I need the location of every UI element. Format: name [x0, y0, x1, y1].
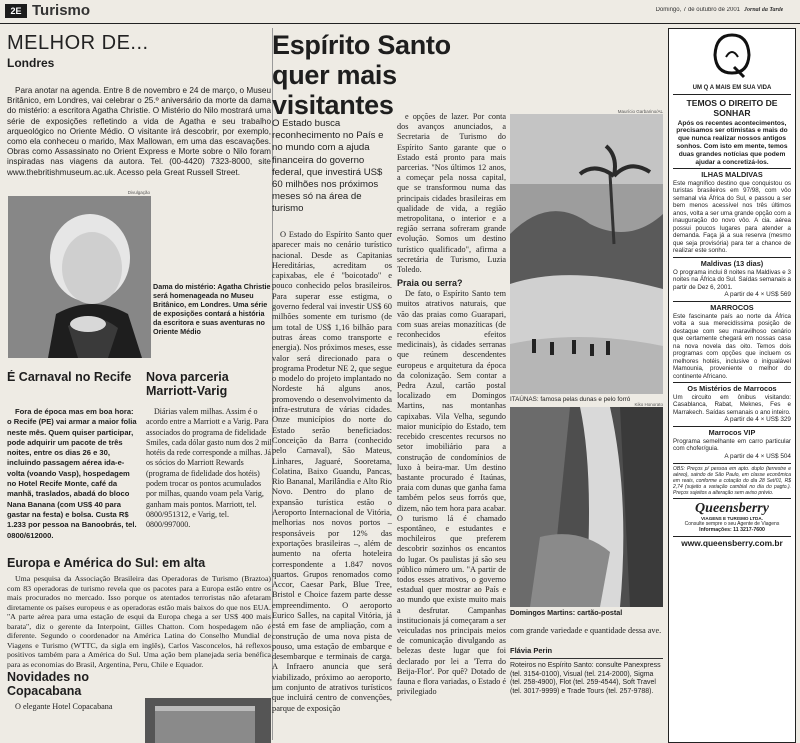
main-headline: Espírito Santo quer mais visitantes [272, 30, 451, 120]
carnaval-body [7, 407, 139, 572]
melhor-de-text: Para anotar na agenda. Entre 8 de novembro e 24 de março, o Museu Britânico, em Londres, vai celebrar o 25.º aniversário da morte da dama do mistério: a escritora Agatha Christie. O Mistério do Nilo mostrará uma série de exposições refletindo a vida de Agatha e seu trabalho arqueológico no Oriente Médio. O visitante irá descobrir, por exemplo, como ela conheceu o marido, Max Mallowan, em uma das escavações. Obras como Assassinato no Orient Express e Morte sobre o Nilo foram inspiradas nas viagens da autora. Tel. (00-4420) 7323-8000, site www.thebritishmuseum.ac.uk. Acesso pela Great Russell Street. [7, 86, 271, 177]
ad-divider [673, 463, 791, 464]
ad-slogan: UM Q A MAIS EM SUA VIDA [673, 84, 791, 95]
ad-divider [673, 301, 791, 302]
main-lede: O Estado busca reconhecimento no País e no mundo com a ajuda financeira do governo federal, que investirá US$ 60 milhões nos próximos meses só na área de turismo [272, 118, 384, 215]
ad-vip-text: Programa semelhante em carro particular com chofer/guia. [673, 437, 791, 453]
ad-intro: Após os recentes acontecimentos, precisamos ser otimistas e mais do que nunca realizar nossos antigos sonhos. Com isto em mente, temos duas grandes notícias que podem ajudar a concretizá-los. [676, 119, 788, 166]
ad-contact: Consulte sempre o seu Agente de Viagens [684, 521, 780, 528]
ad-vip-title: Marrocos VIP [708, 428, 756, 438]
itaunas-photo-caption: ITAÚNAS: famosa pelas dunas e pelo forró [510, 396, 631, 403]
domingos-martins-photo-caption: Domingos Martins: cartão-postal [510, 608, 623, 617]
ad-marrocos-title: MARROCOS [710, 303, 754, 313]
ad-phone: Informações: 11 3217-7600 [699, 527, 765, 534]
ad-divider [673, 168, 791, 169]
roteiros-info: Roteiros no Espírito Santo: consulte Panexpress (tel. 3154-0100), Visual (tel. 214-2000), Sigma (tel. 258-4900), Flot (tel. 259-4544), Soft Travel (tel. 3017-9999) e Trade Tours (tel. 257-9788). [510, 662, 661, 695]
carnaval-headline: É Carnaval no Recife [7, 370, 132, 384]
main-text-col-2: e opções de lazer. Por conta dos avanços anunciados, a Secretaria de Turismo do Espírito Santo garante que o Estado está pronto para mais parcerias. "Nos últimos 12 anos, a começar pela nossa capital, que se transformou numa das principais cidades brasileiras em qualidade de vida, a região metropolitana, o interior e a região serrana sofreram grande evolução. Somos um destino turístico qualificado", afirma a secretária de Turismo, Luzia Toledo. [397, 112, 506, 275]
agatha-photo-credit: Divulgação [127, 190, 150, 195]
queensberry-ad [668, 28, 796, 743]
ad-maldivas-package-text: O programa inclui 8 noites na Maldivas e 3 noites na África do Sul. Saídas semanais a partir de Dez 6, 2001. [673, 268, 791, 291]
ad-misterios-price: A partir de 4 × US$ 329 [724, 416, 791, 424]
ad-divider [673, 382, 791, 383]
ad-maldivas-text: Este magnífico destino que conquistou os turistas brasileiros em 97/98, com vôo semanal via África do Sul, e passou a ser bem menos acessível nos três últimos anos, volta a ser uma grande opção com a inauguração do novo vôo. A cia. aérea possui poucos lugares para atender a demanda. Faça já a sua reserva (mesmo que seja provisória) para ter a chance de realizar este sonho. [673, 179, 791, 255]
main-text-col-1: O Estado do Espírito Santo quer aparecer mais no cenário turístico nacional. Desde as Capitanias Hereditárias, acreditam os capixabas, ele é "boicotado" e pouco conhecido pelos brasileiros. Para superar esse estigma, o governo federal vai investir US$ 60 milhões somente em turismo (de um total de US$ 1,16 bilhão para outras áreas como transporte e energia). Nos próximos meses, esse valor será direcionado para o programa Prodetur NE 2, que segue o modelo do projeto implantado no Nordeste há alguns anos, promovendo o desenvolvimento da infra-estrutura de várias cidades. Onze municípios do norte do Estado serão beneficiados: Conceição da Barra (conhecido pelo Carnaval), São Mateus, Linhares, Jaguaré, Sooretama, Colatina, Baixo Guandu, Pancas, Rio Bananal, Marilândia e Alto Rio Novo. Dentro do plano de expansão turística estão o Aeroporto Internacional de Vitória, melhorias nos novos portos – responsáveis por 12% das exportações brasileiras –, além de aumento na oferta hoteleira correspondente a 1.847 novos quartos. Grupos renomados como Accor, Caesar Park, Blue Tree, Bristol e Choice fazem parte desse empreendimento. O aeroporto Eurico Salles, na capital Vitória, já está em fase de ampliação, com a construção de uma nova pista de pouso, uma estação de embarque e desembarque e terminais de carga. A Infraero anuncia que será viabilizado, próximo ao aeroporto, um conjunto de atrativos turísticos que incluirá centro de convenções, parque de exposição [272, 230, 392, 713]
agatha-christie-photo [8, 196, 151, 358]
ad-misterios-text: Um circuito em ônibus visitando: Casablanca, Rabat, Meknes, Fes e Marrakech. Saídas semanais o ano inteiro. [673, 393, 791, 416]
parceria-headline: Nova parceria Marriott-Varig [146, 370, 229, 398]
ad-misterios-title: Os Mistérios de Marrocos [687, 384, 777, 394]
photo1-credit: Maurício Garbarino/AL [617, 109, 663, 114]
novidades-headline: Novidades no Copacabana [7, 670, 89, 698]
carnaval-text: Fora de época mas em boa hora: o Recife (PE) vai armar a maior folia neste mês. Quem quiser participar, pode adquirir um pacote de três noites, entre os dias 26 e 30, incluindo passagem aérea ida-e-volta (voando Vasp), hospedagem no Hotel Recife Monte, café da manhã, traslados, abadá do bloco Nana Banana (com US$ 40 para gastar na festa) e bolsa. Custa R$ 1.233 por pessoa na Banoobrás, tel. 0800/612000. [7, 407, 137, 540]
paper-name: Jornal da Tarde [744, 7, 784, 13]
ad-brand: Queensberry [695, 500, 769, 516]
ad-website: www.queensberry.com.br [673, 536, 791, 548]
europa-body [7, 574, 271, 670]
section-title: Turismo [32, 2, 91, 19]
ad-maldivas-price: A partir de 4 × US$ 569 [724, 291, 791, 299]
byline: Flávia Perin [510, 646, 553, 656]
ad-vip-price: A partir de 4 × US$ 504 [724, 452, 791, 460]
europa-headline: Europa e América do Sul: em alta [7, 556, 206, 570]
novidades-text: O elegante Hotel Copacabana [15, 702, 113, 711]
europa-text: Uma pesquisa da Associação Brasileira das Operadoras de Turismo (Braztoa) com 83 operadoras de turismo revela que os pacotes para a Europa estão entre os mais procurados no mercado. Isso porque os atentados terroristas não afetaram diretamente os países europeus e as operadoras estão mais baixos do que nos EUA. "A parte aérea para uma estação de esqui da Europa chega a ser US$ 400 mais barata", diz o gerente da Interpoint, Gilles Chatton. Com hospedagem não é diferente. Segundo o coordenador na América Latina do Conselho Mundial de Viagens e Turismo (WTTC, da sigla em inglês), Carlos Vasconcelos, há reflexos positivos também para a América do Sul. Uma ação bem planejada seria benéfica para as economias do Brasil, Argentina, Peru, Chile e Equador. [7, 574, 271, 669]
main-column-1 [272, 230, 392, 742]
hotel-building-image [145, 698, 271, 743]
parceria-body [146, 407, 272, 572]
ad-marrocos-text: Este fascinante país ao norte da África volta a sua merecidíssima posição de destaque com seu maravilhoso cenário que certamente chegará em nossas casa na nova novela das oito. Temos dois programas com opções que incluem os melhores hotéis, inclusive o inigualável Mamounia, proveniente o melhor do continente Africano. [673, 312, 791, 380]
ad-divider [673, 426, 791, 427]
ad-maldivas-package: Maldivas (13 dias) [700, 258, 764, 268]
main-text-col-2b: De fato, o Espírito Santo tem muitos atrativos naturais, que vão das praias como Guarapari, com suas areias monazíticas (de reconhecidos efeitos medicinais), às cidades serranas que reúnem descendentes europeus e arquitetura da época da colonização. Sem contar a Pedra Azul, cartão postal localizado em Domingos Martins, nas montanhas capixabas. Vila Velha, segundo maior município do Estado, tem recebido crescentes recursos no setor imobiliário para a construção de condomínios de luxo à beira-mar. Um destino bastante procurado é Itaúnas, praia com dunas que ganha fama também pelos seus forrós que, dizem, não tem hora para acabar. O turismo lá é chamado espontâneo, e estudantes e mochileiros que preferem descobrir sozinhos os encantos do lugar. Os paulistas já são seu público número um. "A partir de todos esses atrativos, o governo estadual quer mostrar ao País e ao mundo que existe muito mais a desfrutar. Campanhas institucionais já começaram a ser veiculadas nos principais meios de comunicação divulgando as belezas deste lugar que foi declarado por lei a 'Terra do Beija-Flor'. Por quê? Dotado de fauna e flora variadas, o Estado é privilegiado [397, 289, 506, 697]
itaunas-beach-image [510, 114, 663, 394]
itaunas-photo [510, 114, 663, 394]
agatha-photo-caption: Dama do mistério: Agatha Christie será homenageada no Museu Britânico, em Londres. Uma série de exposições contará a história da escritora e suas aventuras no Oriente Médio [153, 282, 271, 336]
main-subhead: Praia ou serra? [397, 278, 463, 289]
novidades-body [7, 702, 137, 742]
main-column-3 [510, 618, 663, 742]
page-number: 2E [5, 4, 27, 18]
ad-title: TEMOS O DIREITO DE SONHAR [686, 97, 778, 118]
ad-maldivas-title: ILHAS MALDIVAS [701, 170, 763, 180]
ad-brand-sub: VIAGENS E TURISMO LTDA. [701, 515, 763, 521]
agatha-portrait-image [8, 196, 151, 358]
main-text-col-3: com grande variedade e quantidade dessa ave. [510, 626, 662, 635]
waterfall-image [510, 407, 663, 607]
melhor-de-body [7, 86, 271, 192]
ad-obs: OBS: Preços p/ pessoa em apto. duplo (terrestre e aéreo), saindo de São Paulo, em classe econômica em reais, conforme a cotação do dia 28 Set/01, R$ 2,74 (sujeito a variação cambial no dia do pagto.). Preços sujeitos a alteração sem aviso prévio. [673, 465, 791, 496]
copacabana-hotel-photo [145, 698, 271, 743]
ad-divider [673, 257, 791, 258]
melhor-de-city: Londres [7, 56, 55, 70]
ad-divider [673, 498, 791, 499]
dateline: Domingo, 7 de outubro de 2001 [655, 7, 740, 13]
parceria-text: Diárias valem milhas. Assim é o acordo entre a Marriott e a Varig. Para associados do programa de fidelidade Smiles, cada dólar gasto num dos 2 mil hotéis da rede corresponde a milhas. Já os sócios do Marriott Rewards (programa de fidelidade dos hotéis) podem trocar os pontos acumulados por milhas, quando voam pela Varig, ganham mais pontos. Marriott, tel. 0800/951312, e Varig, tel. 0800/997000. [146, 407, 272, 530]
photo2-credit: Kiko Honorato [634, 402, 663, 407]
queensberry-q-logo-icon [712, 33, 752, 79]
melhor-de-kicker: MELHOR DE... [7, 32, 149, 54]
domingos-martins-photo [510, 407, 663, 607]
info-divider [510, 658, 663, 659]
main-column-2 [397, 112, 506, 742]
ad-logo [673, 33, 791, 84]
